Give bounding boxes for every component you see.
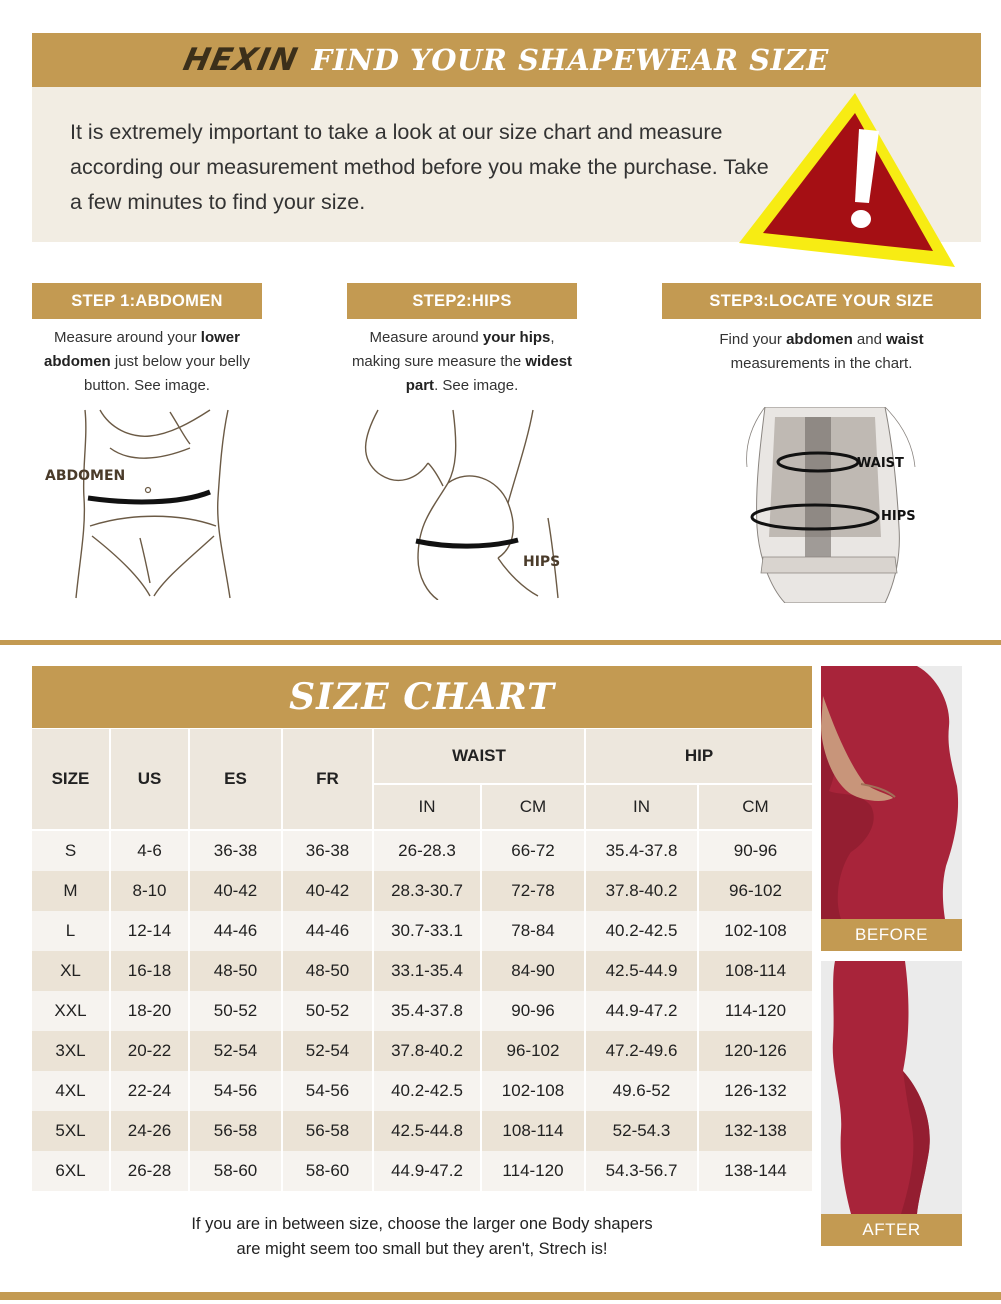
cell-hip-cm: 96-102 [699, 871, 812, 911]
sizing-note: If you are in between size, choose the larger one Body shapers are might seem too small but they aren't, Strech is! [191, 1215, 653, 1258]
cell-waist-cm: 78-84 [482, 911, 586, 951]
cell-fr: 54-56 [283, 1071, 374, 1111]
column-header-hip: HIP [586, 729, 812, 785]
cell-hip-cm: 126-132 [699, 1071, 812, 1111]
cell-fr: 52-54 [283, 1031, 374, 1071]
cell-fr: 48-50 [283, 951, 374, 991]
cell-size: 3XL [32, 1031, 111, 1071]
cell-es: 44-46 [190, 911, 283, 951]
cell-es: 56-58 [190, 1111, 283, 1151]
column-header-waist-in: IN [374, 785, 482, 831]
waist-label: WAIST [857, 456, 904, 471]
cell-size: L [32, 911, 111, 951]
step-3-description: Find your abdomen and waist measurements in the chart. [719, 331, 924, 372]
step-abdomen [32, 283, 262, 398]
cell-es: 40-42 [190, 871, 283, 911]
cell-us: 4-6 [111, 831, 190, 871]
cell-es: 50-52 [190, 991, 283, 1031]
intro-box [32, 87, 981, 242]
brand-logo: HEXIN [180, 42, 302, 78]
hips-label-2: HIPS [881, 509, 916, 524]
cell-es: 48-50 [190, 951, 283, 991]
cell-waist-in: 44.9-47.2 [374, 1151, 482, 1191]
column-header-waist-cm: CM [482, 785, 586, 831]
cell-waist-cm: 66-72 [482, 831, 586, 871]
shapewear-measure-illustration [745, 407, 930, 603]
cell-hip-in: 49.6-52 [586, 1071, 699, 1111]
step-2-heading: STEP2:HIPS [347, 283, 577, 319]
table-row [32, 831, 812, 871]
cell-waist-cm: 102-108 [482, 1071, 586, 1111]
cell-hip-cm: 114-120 [699, 991, 812, 1031]
size-chart-body [32, 831, 812, 1191]
table-row [32, 991, 812, 1031]
cell-us: 18-20 [111, 991, 190, 1031]
cell-fr: 56-58 [283, 1111, 374, 1151]
bottom-divider [0, 1292, 1001, 1300]
cell-es: 52-54 [190, 1031, 283, 1071]
hips-illustration [358, 408, 568, 600]
before-label: BEFORE [821, 919, 962, 951]
cell-waist-cm: 114-120 [482, 1151, 586, 1191]
cell-fr: 40-42 [283, 871, 374, 911]
cell-waist-in: 42.5-44.8 [374, 1111, 482, 1151]
column-header-es: ES [190, 729, 283, 831]
table-row [32, 1031, 812, 1071]
table-row [32, 951, 812, 991]
cell-waist-in: 26-28.3 [374, 831, 482, 871]
warning-icon [737, 91, 962, 271]
cell-fr: 44-46 [283, 911, 374, 951]
step-hips [347, 283, 577, 398]
page-title: FIND YOUR SHAPEWEAR SIZE [311, 43, 829, 77]
cell-us: 26-28 [111, 1151, 190, 1191]
cell-hip-cm: 138-144 [699, 1151, 812, 1191]
cell-size: 6XL [32, 1151, 111, 1191]
cell-hip-in: 40.2-42.5 [586, 911, 699, 951]
cell-hip-cm: 108-114 [699, 951, 812, 991]
column-header-waist: WAIST [374, 729, 586, 785]
after-photo [821, 961, 962, 1246]
cell-fr: 58-60 [283, 1151, 374, 1191]
after-image [821, 961, 962, 1214]
table-row [32, 1111, 812, 1151]
cell-hip-in: 47.2-49.6 [586, 1031, 699, 1071]
column-header-hip-in: IN [586, 785, 699, 831]
step-1-heading: STEP 1:ABDOMEN [32, 283, 262, 319]
column-header-fr: FR [283, 729, 374, 831]
cell-waist-in: 28.3-30.7 [374, 871, 482, 911]
column-header-us: US [111, 729, 190, 831]
cell-waist-cm: 108-114 [482, 1111, 586, 1151]
cell-hip-in: 37.8-40.2 [586, 871, 699, 911]
table-row [32, 911, 812, 951]
cell-hip-in: 54.3-56.7 [586, 1151, 699, 1191]
cell-us: 8-10 [111, 871, 190, 911]
cell-us: 22-24 [111, 1071, 190, 1111]
cell-fr: 50-52 [283, 991, 374, 1031]
cell-waist-cm: 72-78 [482, 871, 586, 911]
cell-hip-cm: 90-96 [699, 831, 812, 871]
cell-size: XL [32, 951, 111, 991]
cell-waist-cm: 96-102 [482, 1031, 586, 1071]
cell-hip-in: 35.4-37.8 [586, 831, 699, 871]
hips-label: HIPS [523, 554, 561, 570]
cell-hip-cm: 102-108 [699, 911, 812, 951]
before-image [821, 666, 962, 919]
cell-es: 58-60 [190, 1151, 283, 1191]
step-3-heading: STEP3:LOCATE YOUR SIZE [662, 283, 981, 319]
step-2-description: Measure around your hips, making sure measure the widest part. See image. [351, 329, 573, 394]
cell-us: 24-26 [111, 1111, 190, 1151]
cell-size: XXL [32, 991, 111, 1031]
table-row [32, 1071, 812, 1111]
cell-waist-in: 30.7-33.1 [374, 911, 482, 951]
cell-es: 36-38 [190, 831, 283, 871]
after-label: AFTER [821, 1214, 962, 1246]
cell-waist-in: 40.2-42.5 [374, 1071, 482, 1111]
step-locate-size [662, 283, 981, 376]
cell-hip-in: 44.9-47.2 [586, 991, 699, 1031]
cell-size: 5XL [32, 1111, 111, 1151]
cell-fr: 36-38 [283, 831, 374, 871]
cell-us: 20-22 [111, 1031, 190, 1071]
cell-hip-in: 52-54.3 [586, 1111, 699, 1151]
intro-text: It is extremely important to take a look at our size chart and measure according our measurement method before you make the purchase. Take a few minutes to find your size. [70, 120, 769, 214]
cell-waist-cm: 84-90 [482, 951, 586, 991]
cell-hip-in: 42.5-44.9 [586, 951, 699, 991]
table-row [32, 871, 812, 911]
cell-es: 54-56 [190, 1071, 283, 1111]
size-chart-title: SIZE CHART [289, 676, 555, 718]
cell-size: M [32, 871, 111, 911]
cell-size: 4XL [32, 1071, 111, 1111]
cell-waist-cm: 90-96 [482, 991, 586, 1031]
cell-hip-cm: 120-126 [699, 1031, 812, 1071]
cell-us: 16-18 [111, 951, 190, 991]
column-header-hip-cm: CM [699, 785, 812, 831]
size-chart-table [32, 729, 812, 1191]
cell-waist-in: 37.8-40.2 [374, 1031, 482, 1071]
header-bar [32, 33, 981, 87]
abdomen-illustration [40, 408, 250, 600]
cell-waist-in: 33.1-35.4 [374, 951, 482, 991]
cell-us: 12-14 [111, 911, 190, 951]
before-photo [821, 666, 962, 951]
abdomen-label: ABDOMEN [45, 468, 126, 484]
step-1-description: Measure around your lower abdomen just below your belly button. See image. [44, 329, 250, 394]
size-chart-title-bar [32, 666, 812, 728]
column-header-size: SIZE [32, 729, 111, 831]
section-divider [0, 640, 1001, 645]
cell-waist-in: 35.4-37.8 [374, 991, 482, 1031]
cell-size: S [32, 831, 111, 871]
table-row [32, 1151, 812, 1191]
cell-hip-cm: 132-138 [699, 1111, 812, 1151]
